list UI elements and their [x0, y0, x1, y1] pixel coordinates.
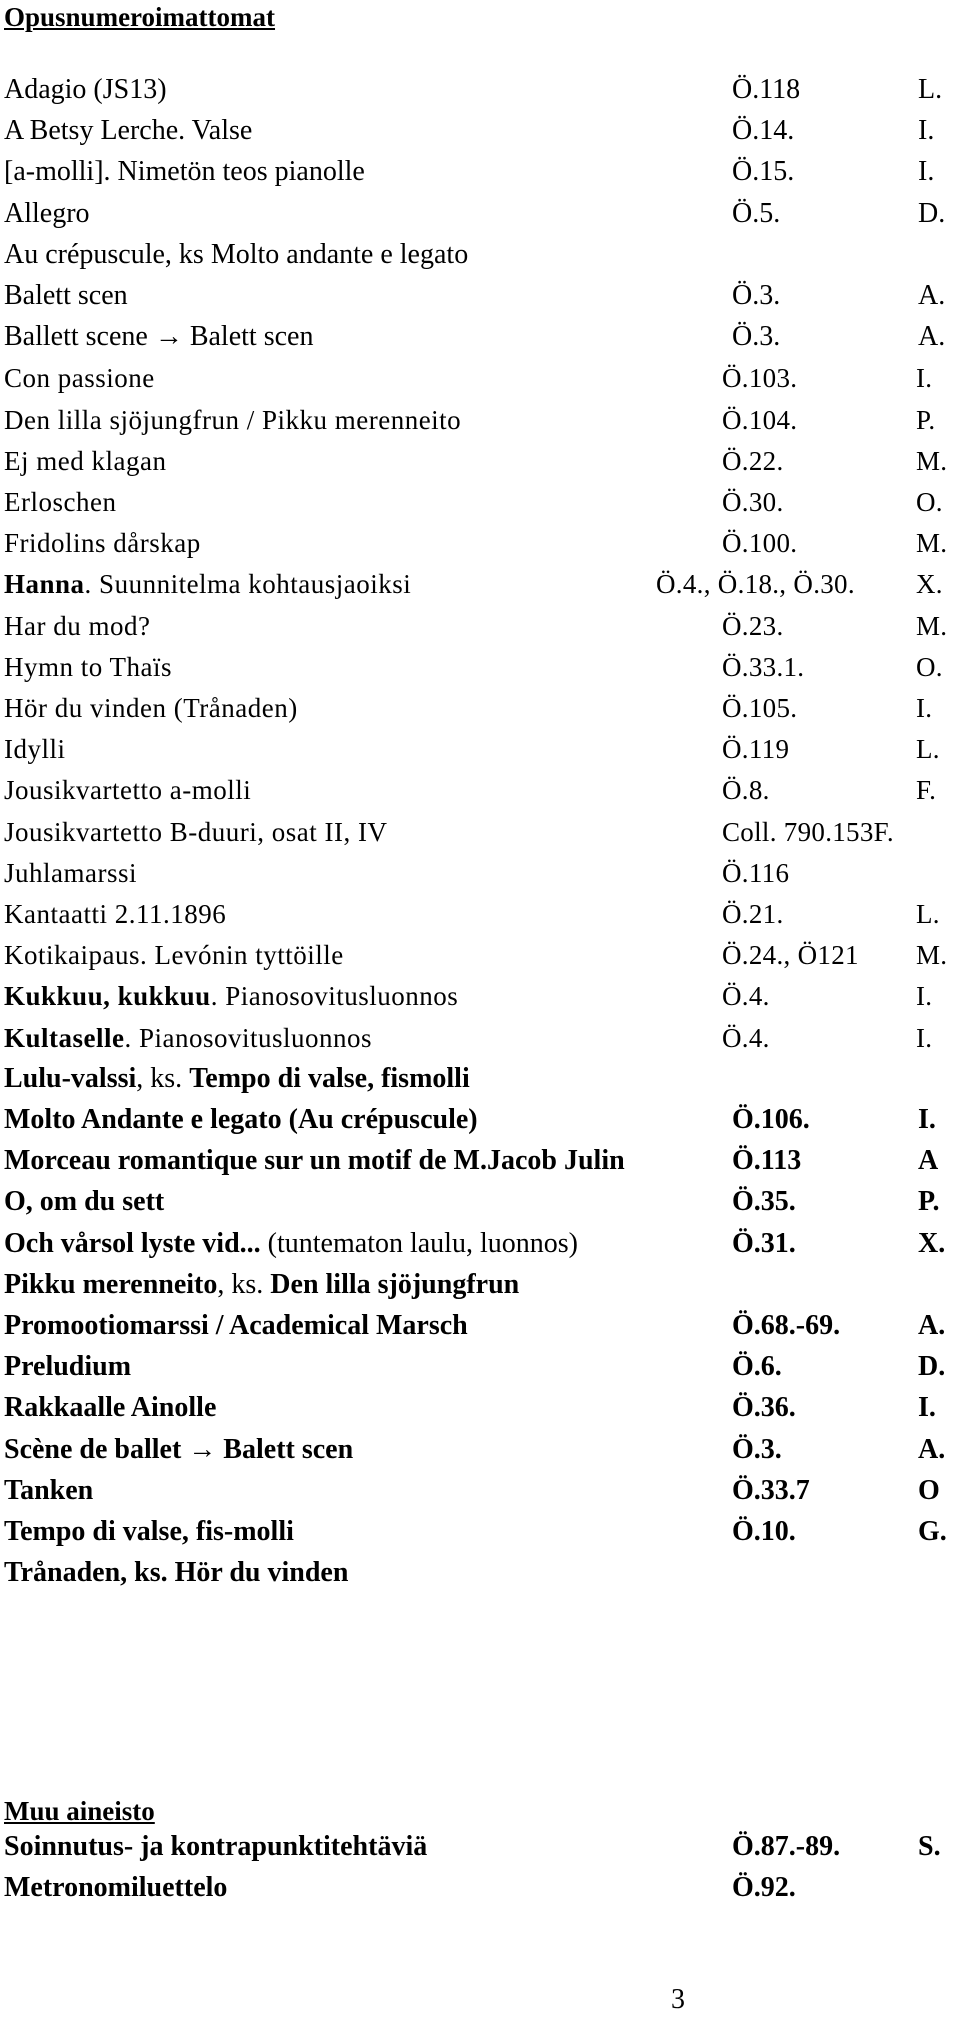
entry-category-code: M.: [916, 610, 948, 641]
entry-title: [4, 1226, 578, 1262]
entry-archive-ref: Ö.33.7: [732, 1474, 810, 1506]
list-item: [0, 1514, 960, 1550]
list-item: [0, 525, 960, 561]
entry-archive-ref: Ö.22.: [722, 445, 784, 476]
list-item: [0, 1555, 960, 1591]
entry-category-code: I.: [918, 1392, 936, 1424]
list-item: [0, 402, 960, 438]
page-number: 3: [671, 1984, 685, 2015]
entry-category-code: I.: [918, 156, 935, 188]
entry-archive-ref: Ö.106.: [732, 1104, 810, 1135]
entry-title-part: Tempo di valse, fismolli: [189, 1062, 470, 1094]
entry-archive-ref: Ö.15.: [732, 156, 795, 188]
list-item: [0, 1184, 960, 1220]
entry-title: [4, 566, 411, 602]
list-item: [0, 731, 960, 767]
entry-title-part: Den lilla sjöjungfrun / Pikku merenneito: [4, 404, 462, 435]
entry-title-part: Balett scen: [4, 280, 128, 311]
list-item: [0, 196, 960, 232]
entry-title: [4, 896, 226, 932]
entry-title-part: Trånaden, ks. Hör du vinden: [4, 1557, 349, 1589]
entry-title: [4, 1514, 294, 1550]
entry-title: [4, 1061, 470, 1097]
entry-title: [4, 1102, 478, 1138]
section-heading-other-material: Muu aineisto: [4, 1796, 155, 1826]
list-item: [0, 237, 960, 273]
entry-title-part: . Pianosovitusluonnos: [210, 981, 459, 1012]
entry-category-code: M.: [916, 940, 948, 971]
entry-title: [4, 196, 90, 232]
entry-archive-ref: Ö.92.: [732, 1872, 796, 1903]
entry-title-part: Har du mod?: [4, 610, 151, 641]
entry-archive-ref: Ö.105.: [722, 693, 798, 723]
entry-title-part: Jousikvartetto B-duuri, osat II, IV: [4, 816, 388, 847]
entry-category-code: L.: [916, 899, 940, 929]
entry-archive-ref: Ö.21.: [722, 899, 784, 929]
list-item: [0, 1226, 960, 1262]
entry-category-code: I.: [918, 115, 935, 147]
entry-title: [4, 360, 155, 396]
entry-title-part: Scène de ballet → Balett scen: [4, 1433, 354, 1465]
entry-title: [4, 937, 344, 973]
entry-title: [4, 278, 128, 314]
entry-title: [4, 319, 313, 355]
entry-title-part: Jousikvartetto a-molli: [4, 775, 252, 806]
section-heading-unnumbered: Opusnumeroimattomat: [4, 2, 276, 32]
entry-title-part: Ballett scene → Balett scen: [4, 321, 314, 353]
entry-title: [4, 402, 461, 438]
entry-title-part: Lulu-valssi: [4, 1062, 137, 1094]
entry-category-code: S.: [918, 1831, 941, 1862]
entry-archive-ref: Ö.30.: [722, 487, 784, 517]
entry-archive-ref: Ö.5.: [732, 197, 781, 229]
entry-title-part: Idylli: [4, 734, 66, 765]
entry-title-part: [a-molli]. Nimetön teos pianolle: [4, 156, 365, 188]
entry-archive-ref: Ö.4.: [722, 1022, 770, 1053]
entry-title: [4, 443, 166, 479]
entry-title-part: Adagio (JS13): [4, 74, 167, 105]
list-item: [0, 484, 960, 520]
entry-category-code: I.: [918, 1104, 936, 1135]
entry-title-part: . Pianosovitusluonnos: [124, 1022, 373, 1053]
entry-archive-ref: Ö.35.: [732, 1186, 796, 1218]
entry-category-code: X.: [918, 1227, 946, 1259]
entry-title-part: Kotikaipaus. Levónin tyttöille: [4, 940, 344, 971]
list-item: [0, 566, 960, 602]
list-item: [0, 1829, 960, 1865]
list-item: [0, 649, 960, 685]
entry-title-part: Au crépuscule, ks Molto andante e legato: [4, 238, 469, 270]
entry-category-code: A.: [918, 1310, 946, 1341]
list-item: [0, 1390, 960, 1426]
entry-title: [4, 1308, 468, 1344]
entry-title: [4, 855, 137, 891]
list-item: [0, 608, 960, 644]
entry-category-code: A: [918, 1145, 939, 1177]
entry-category-code: O.: [916, 651, 943, 682]
entry-title-part: A Betsy Lerche. Valse: [4, 115, 253, 147]
entry-archive-ref: Ö.116: [722, 857, 790, 888]
entry-title: [4, 690, 298, 726]
entry-category-code: M.: [916, 528, 948, 559]
entry-title-part: Och vårsol lyste vid...: [4, 1227, 261, 1259]
entry-archive-ref: Ö.68.-69.: [732, 1310, 841, 1341]
entry-archive-ref: Ö.87.-89.: [732, 1831, 841, 1862]
entry-archive-ref: Ö.4.: [722, 981, 770, 1012]
entry-title-part: Allegro: [4, 197, 90, 229]
entry-title: [4, 237, 468, 273]
entry-title: [4, 1020, 372, 1056]
list-item: [0, 772, 960, 808]
entry-title-part: Pikku merenneito: [4, 1268, 218, 1300]
entry-category-code: F.: [916, 775, 937, 806]
entry-title: [4, 154, 365, 190]
entry-archive-ref: Ö.14.: [732, 115, 795, 147]
entry-archive-ref: Ö.3.: [732, 1433, 782, 1465]
list-item: [0, 896, 960, 932]
entry-category-code: M.: [916, 445, 948, 476]
entry-category-code: I.: [916, 693, 933, 723]
entry-title: [4, 1267, 519, 1303]
entry-archive-ref: Ö.36.: [732, 1392, 796, 1424]
entry-title-part: Morceau romantique sur un motif de M.Jacob Julin: [4, 1145, 625, 1177]
entry-title: [4, 772, 251, 808]
entry-title-part: Kultaselle: [4, 1022, 125, 1053]
entry-category-code: G.: [918, 1516, 947, 1547]
entry-title-part: Fridolins dårskap: [4, 528, 201, 559]
list-item: [0, 1308, 960, 1344]
entry-title: [4, 1555, 348, 1591]
entry-title-part: , ks.: [136, 1062, 190, 1094]
list-item: [0, 690, 960, 726]
entry-archive-ref: Ö.118: [732, 74, 801, 105]
entry-archive-ref: Ö.6.: [732, 1351, 782, 1383]
entry-category-code: X.: [916, 569, 943, 600]
entry-title-part: Hanna: [4, 569, 85, 600]
entry-title: [4, 649, 172, 685]
entry-category-code: L.: [918, 74, 943, 105]
entry-title-part: Soinnutus- ja kontrapunktitehtäviä: [4, 1831, 428, 1862]
entry-title-part: Promootiomarssi / Academical Marsch: [4, 1310, 468, 1341]
entry-archive-ref: Ö.103.: [722, 363, 798, 394]
entry-title: [4, 1473, 93, 1509]
entry-category-code: L.: [916, 734, 940, 765]
entry-title-part: Juhlamarssi: [4, 857, 137, 888]
entry-title-part: O, om du sett: [4, 1186, 165, 1218]
entry-title-part: Kantaatti 2.11.1896: [4, 899, 227, 929]
list-item: [0, 978, 960, 1014]
entry-title-part: Kukkuu, kukkuu: [4, 981, 211, 1012]
entry-title: [4, 1349, 131, 1385]
list-item: [0, 72, 960, 108]
entry-title: [4, 731, 66, 767]
entry-title: [4, 484, 116, 520]
entry-category-code: P.: [918, 1186, 940, 1218]
entry-title-part: Metronomiluettelo: [4, 1872, 228, 1903]
entry-category-code: A.: [918, 321, 946, 353]
entry-title: [4, 1184, 164, 1220]
entry-archive-ref: Ö.23.: [722, 610, 784, 641]
list-item: [0, 443, 960, 479]
entry-title: [4, 525, 201, 561]
list-item: [0, 113, 960, 149]
list-item: [0, 1267, 960, 1303]
entry-category-code: D.: [918, 1351, 946, 1383]
entry-category-code: A.: [918, 280, 946, 311]
entry-archive-ref: Ö.24., Ö121: [722, 940, 859, 971]
list-item: [0, 1020, 960, 1056]
entry-category-code: A.: [918, 1433, 946, 1465]
entry-title-part: . Suunnitelma kohtausjaoiksi: [84, 569, 412, 600]
list-item: [0, 1102, 960, 1138]
list-item: [0, 1473, 960, 1509]
entry-title: [4, 1829, 427, 1865]
entry-archive-ref: Ö.4., Ö.18., Ö.30.: [656, 569, 855, 600]
entry-archive-ref: Ö.3.: [732, 321, 781, 353]
list-item: [0, 154, 960, 190]
entry-title-part: Hör du vinden (Trånaden): [4, 693, 298, 723]
list-item: [0, 1870, 960, 1906]
entry-title-part: Erloschen: [4, 487, 117, 517]
entry-archive-ref: Ö.104.: [722, 404, 798, 435]
entry-title: [4, 1143, 625, 1179]
entry-title-part: Ej med klagan: [4, 445, 167, 476]
entry-title-part: , ks.: [217, 1268, 271, 1300]
list-item: [0, 937, 960, 973]
entry-title: [4, 978, 458, 1014]
entry-archive-ref: Ö.31.: [732, 1227, 796, 1259]
entry-title-part: Con passione: [4, 363, 155, 394]
list-item: [0, 1349, 960, 1385]
entry-archive-ref: Ö.3.: [732, 280, 781, 311]
entry-title: [4, 1390, 216, 1426]
entry-title: [4, 1432, 353, 1468]
entry-title-part: Tanken: [4, 1474, 94, 1506]
entry-category-code: I.: [916, 1022, 933, 1053]
entry-category-code: P.: [916, 404, 936, 435]
entry-category-code: D.: [918, 197, 946, 229]
entry-archive-ref: Ö.8.: [722, 775, 770, 806]
entry-title-part: Tempo di valse, fis-molli: [4, 1516, 294, 1547]
entry-archive-ref: Ö.100.: [722, 528, 798, 559]
list-item: [0, 278, 960, 314]
entry-title-part: Preludium: [4, 1351, 132, 1383]
entry-category-code: I.: [916, 363, 933, 394]
entry-category-code: O: [918, 1474, 940, 1506]
list-item: [0, 855, 960, 891]
entry-title: [4, 814, 387, 850]
entry-title: [4, 1870, 227, 1906]
entry-title-part: Hymn to Thaïs: [4, 651, 172, 682]
entry-archive-ref: Ö.33.1.: [722, 651, 805, 682]
list-item: [0, 360, 960, 396]
entry-title-part: (tuntematon laulu, luonnos): [260, 1227, 578, 1259]
entry-archive-ref: Ö.119: [722, 734, 790, 765]
entry-title-part: Molto Andante e legato (Au crépuscule): [4, 1104, 478, 1135]
entry-archive-ref: Ö.10.: [732, 1516, 796, 1547]
list-item: [0, 1143, 960, 1179]
entry-title: [4, 72, 167, 108]
entry-category-code: I.: [916, 981, 933, 1012]
entry-title: [4, 608, 150, 644]
list-item: [0, 814, 960, 850]
entry-archive-ref: Ö.113: [732, 1145, 802, 1177]
entry-title-part: Den lilla sjöjungfrun: [270, 1268, 520, 1300]
entry-archive-ref: Coll. 790.153F.: [722, 816, 894, 847]
entry-title: [4, 113, 252, 149]
list-item: [0, 1432, 960, 1468]
list-item: [0, 319, 960, 355]
entry-category-code: O.: [916, 487, 943, 517]
list-item: [0, 1061, 960, 1097]
entry-title-part: Rakkaalle Ainolle: [4, 1392, 217, 1424]
